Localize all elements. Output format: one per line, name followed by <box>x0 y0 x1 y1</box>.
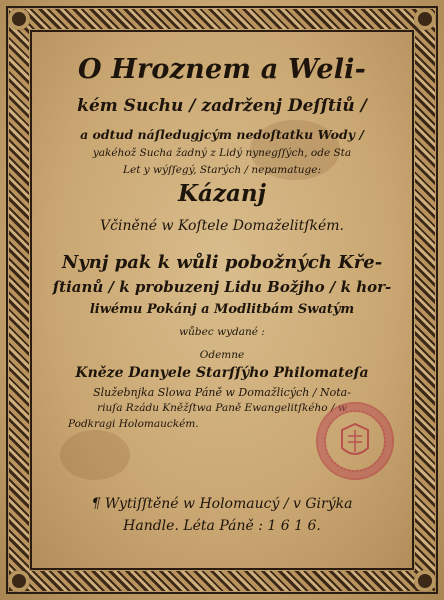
title-line: O Hroznem a Weli- <box>77 54 367 85</box>
body-line: yakéhož Sucha žadný z Lidý nynegſſých, ode Sta <box>92 147 352 159</box>
title-text-block <box>40 40 404 560</box>
dedication-line: Nynj pak k wůli pobožných Kře- <box>61 252 383 273</box>
published-note: wůbec wydané : <box>179 326 265 338</box>
sermon-heading: Kázanj <box>178 180 266 207</box>
title-line: kém Suchu / zadrženj Deſſtiů / <box>77 96 367 116</box>
author-line: Služebnjka Slowa Páně w Domažlicých / Nota- <box>93 386 351 399</box>
author-line: riuſa Rzádu Kněžſtwa Paně Ewangelitſkého / w <box>97 402 347 414</box>
body-line: Let y wýſſegý, Starých / nepamatuge: <box>123 164 321 176</box>
corner-ornament-icon <box>414 8 436 30</box>
author-line: Podkragi Holomauckém. <box>68 418 199 430</box>
imprint-line: Handle. Léta Páně : 1 6 1 6. <box>123 518 321 534</box>
odemne-label: Odemne <box>199 349 245 361</box>
library-stamp-icon <box>316 402 394 480</box>
dedication-line: liwému Pokánj a Modlitbám Swatým <box>89 302 355 317</box>
author-line: Kněze Danyele Starſſýho Philomateſa <box>75 365 369 381</box>
corner-ornament-icon <box>414 570 436 592</box>
body-line: a odtud náſledugjcým nedoſtatku Wody / <box>80 127 364 142</box>
corner-ornament-icon <box>8 8 30 30</box>
imprint-line: ¶ Wytiſſtěné w Holomaucý / v Girýka <box>91 496 353 512</box>
sermon-subheading: Včiněné w Koſtele Domaželitſkém. <box>100 218 344 234</box>
dedication-line: ſtianů / k probuzenj Lidu Božjho / k hor- <box>52 278 392 296</box>
corner-ornament-icon <box>8 570 30 592</box>
